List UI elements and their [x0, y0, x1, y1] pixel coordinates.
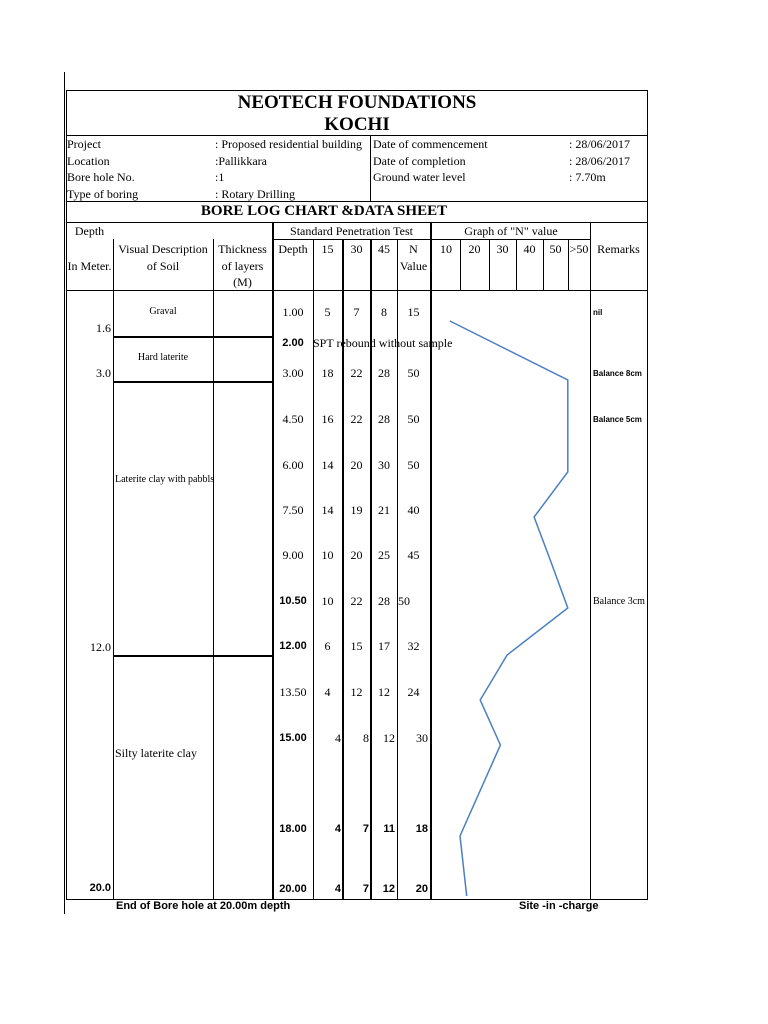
blow-45: 21 [378, 503, 390, 517]
graph-tick-label-50: 50 [549, 242, 562, 256]
n-value: 40 [407, 503, 420, 517]
blow-15: 4 [324, 685, 331, 699]
blow-15: 5 [324, 305, 331, 319]
spt-45-header: 45 [378, 242, 390, 256]
graph-group-header: Graph of "N" value [464, 224, 558, 238]
soil-layer-1: Graval [149, 306, 177, 317]
spt-depth: 6.00 [282, 458, 304, 472]
blow-30: 12 [350, 685, 363, 699]
spt-depth-header: Depth [278, 242, 308, 256]
blow-15: 14 [321, 458, 334, 472]
blow-30: 15 [350, 639, 363, 653]
soil-layer-3: Laterite clay with pabbls [115, 474, 215, 485]
blow-45: 8 [381, 305, 387, 319]
blow-15: 10 [321, 594, 334, 608]
remark: nil [593, 308, 603, 317]
n-value: 50 [407, 412, 420, 426]
n-value: 50 [407, 366, 420, 380]
n-value: 30 [416, 731, 428, 745]
layer-depth-1: 1.6 [96, 321, 111, 335]
spt-depth: 13.50 [279, 685, 307, 699]
boring-value: : Rotary Drilling [215, 187, 295, 201]
borehole-value: :1 [215, 170, 225, 184]
sheet-title: BORE LOG CHART &DATA SHEET [200, 203, 448, 219]
blow-30: 7 [353, 305, 360, 319]
project-value: : Proposed residential building [215, 137, 362, 151]
blow-30: 22 [350, 594, 363, 608]
blow-45: 28 [378, 412, 390, 426]
n-value: 15 [407, 305, 420, 319]
blow-15: 14 [321, 503, 334, 517]
col-thickness-unit: (M) [233, 275, 252, 289]
blow-45: 12 [378, 685, 390, 699]
layer-depth-2: 3.0 [96, 366, 111, 380]
remark: Balance 3cm [593, 596, 645, 607]
company-city: KOCHI [324, 114, 390, 135]
spt-depth: 12.00 [279, 640, 307, 652]
col-depth-header: Depth [74, 224, 105, 238]
spt-depth: 18.00 [279, 823, 307, 835]
blow-15: 10 [321, 548, 334, 562]
commencement-value: : 28/06/2017 [569, 137, 631, 151]
blow-45: 17 [378, 639, 390, 653]
blow-45: 12 [383, 731, 395, 745]
n-value-series-line [450, 321, 568, 896]
location-value: :Pallikkara [215, 154, 267, 168]
soil-layer-4: Silty laterite clay [115, 746, 197, 760]
boring-label: Type of boring [67, 187, 139, 201]
blow-15: 4 [335, 731, 341, 745]
borehole-label: Bore hole No. [67, 170, 135, 184]
gwl-value: : 7.70m [569, 170, 606, 184]
blow-15: 18 [321, 366, 334, 380]
blow-15: 4 [334, 883, 341, 895]
blow-45: 28 [378, 594, 390, 608]
spt-depth: 20.00 [279, 883, 307, 895]
spt-depth: 10.50 [279, 595, 307, 607]
project-label: Project [67, 137, 101, 151]
n-value-header: N [409, 242, 418, 256]
blow-30: 20 [350, 548, 363, 562]
blow-30: 7 [362, 883, 369, 895]
n-value: 50 [407, 458, 420, 472]
blow-15: 4 [334, 823, 341, 835]
col-visual-sub: of Soil [146, 259, 180, 273]
company-name: NEOTECH FOUNDATIONS [237, 92, 477, 113]
soil-layer-2: Hard laterite [137, 352, 189, 363]
location-label: Location [67, 154, 110, 168]
blow-45: 11 [383, 823, 395, 835]
remarks-header: Remarks [597, 242, 640, 256]
spt-depth: 2.00 [282, 337, 304, 349]
graph-tick-label-40: 40 [523, 242, 536, 256]
col-visual-header: Visual Description [118, 242, 208, 256]
spt-15-header: 15 [321, 242, 334, 256]
spt-depth: 9.00 [282, 548, 304, 562]
col-thickness-sub: of layers [221, 259, 264, 273]
blow-15: 16 [321, 412, 334, 426]
blow-45: 12 [382, 883, 395, 895]
n-value: 24 [407, 685, 420, 699]
layer-depth-4: 20.0 [89, 882, 111, 894]
graph-tick-label-30: 30 [496, 242, 509, 256]
commencement-label: Date of commencement [373, 137, 488, 151]
spt-depth: 3.00 [282, 366, 304, 380]
spt-depth: 15.00 [279, 732, 307, 744]
blow-15: 6 [324, 639, 331, 653]
remark: Balance 5cm [593, 415, 642, 424]
spt-depth: 4.50 [282, 412, 304, 426]
blow-30: 8 [363, 731, 369, 745]
blow-30: 22 [350, 412, 363, 426]
n-value: 45 [407, 548, 420, 562]
n-value: 20 [415, 883, 428, 895]
end-of-borehole-note: End of Bore hole at 20.00m depth [116, 900, 291, 912]
n-value: 32 [407, 639, 420, 653]
n-value: 50 [398, 594, 410, 608]
n-value-sub: Value [399, 259, 428, 273]
spt-30-header: 30 [350, 242, 363, 256]
site-in-charge-label: Site -in -charge [519, 900, 599, 912]
graph-tick-label-50plus: >50 [569, 242, 589, 256]
remark: Balance 8cm [593, 369, 642, 378]
blow-30: 20 [350, 458, 363, 472]
col-depth-unit: In Meter. [67, 259, 112, 273]
spt-group-header: Standard Penetration Test [290, 224, 413, 238]
layer-depth-3: 12.0 [90, 640, 111, 654]
n-value: 18 [415, 823, 428, 835]
blow-45: 28 [378, 366, 390, 380]
completion-label: Date of completion [373, 154, 466, 168]
blow-45: 30 [378, 458, 390, 472]
graph-tick-label-10: 10 [440, 242, 452, 256]
blow-30: 7 [362, 823, 369, 835]
blow-45: 25 [378, 548, 390, 562]
spt-depth: 1.00 [282, 305, 304, 319]
spt-note: SPT rebound without sample [313, 336, 453, 350]
completion-value: : 28/06/2017 [569, 154, 631, 168]
blow-30: 19 [350, 503, 363, 517]
blow-30: 22 [350, 366, 363, 380]
graph-tick-label-20: 20 [468, 242, 481, 256]
spt-depth: 7.50 [282, 503, 304, 517]
col-thickness-header: Thickness [218, 242, 267, 256]
gwl-label: Ground water level [373, 170, 466, 184]
